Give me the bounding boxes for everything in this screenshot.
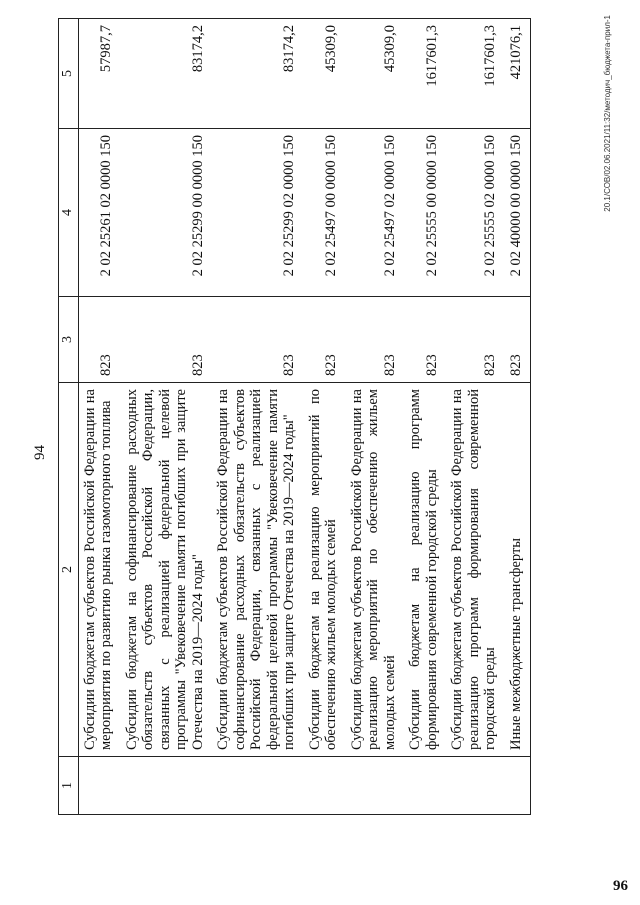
row-code: 2 02 25555 00 0000 150 [404,129,446,297]
row-code: 2 02 25299 02 0000 150 [212,129,304,297]
row-code: 2 02 25261 02 0000 150 [78,129,121,297]
row-grbs: 823 [346,297,405,383]
row-amount: 421076,1 [505,19,531,129]
footer-note: 20.1/СОВ/02.06.2021/11:32/методич_бюджета-прил-1 [603,15,612,212]
sheet-number: 96 [613,878,628,894]
row-index-cell [404,757,446,815]
row-code: 2 02 25299 00 0000 150 [121,129,213,297]
row-name: Субсидии бюджетам субъектов Российской Федерации на софинансирование расходных обязательств субъектов Российской Федерации, связанных с реализацией федеральной целевой программы "Увековечение памяти погибших при защите Отечества на 2019—2024 годы" [212,383,304,757]
row-name: Субсидии бюджетам на софинансирование расходных обязательств субъектов Российской Федерации, связанных с реализацией федеральной целевой программы "Увековечение памяти погибших при защите Отечества на 2019—2024 годы" [121,383,213,757]
row-amount: 1617601,3 [446,19,505,129]
table-row [404,19,446,815]
row-amount: 57987,7 [78,19,121,129]
row-name: Субсидии бюджетам на реализацию программ формирования современной городской среды [404,383,446,757]
header-col-3: 3 [59,297,79,383]
row-name: Субсидии бюджетам субъектов Российской Федерации на реализацию программ формирования современной городской среды [446,383,505,757]
table-row [304,19,346,815]
budget-table [58,18,531,815]
row-amount: 1617601,3 [404,19,446,129]
table-row [78,19,121,815]
row-index-cell [446,757,505,815]
page-number: 94 [32,445,48,460]
row-index-cell [121,757,213,815]
row-index-cell [346,757,405,815]
table-row [121,19,213,815]
row-name: Иные межбюджетные трансферты [505,383,531,757]
table-row [212,19,304,815]
table-header-row [59,19,79,815]
header-col-4: 4 [59,129,79,297]
row-amount: 45309,0 [346,19,405,129]
row-code: 2 02 25555 02 0000 150 [446,129,505,297]
row-index-cell [304,757,346,815]
row-index-cell [212,757,304,815]
row-amount: 83174,2 [212,19,304,129]
header-col-2: 2 [59,383,79,757]
row-name: Субсидии бюджетам на реализацию мероприятий по обеспечению жильем молодых семей [304,383,346,757]
table-row [446,19,505,815]
table-row [346,19,405,815]
row-code: 2 02 40000 00 0000 150 [505,129,531,297]
row-grbs: 823 [78,297,121,383]
row-grbs: 823 [304,297,346,383]
row-amount: 45309,0 [304,19,346,129]
row-index-cell [505,757,531,815]
header-col-1: 1 [59,757,79,815]
row-grbs: 823 [446,297,505,383]
row-code: 2 02 25497 02 0000 150 [346,129,405,297]
row-grbs: 823 [505,297,531,383]
row-amount: 83174,2 [121,19,213,129]
row-index-cell [78,757,121,815]
row-grbs: 823 [121,297,213,383]
header-col-5: 5 [59,19,79,129]
row-code: 2 02 25497 00 0000 150 [304,129,346,297]
row-grbs: 823 [212,297,304,383]
row-name: Субсидии бюджетам субъектов Российской Федерации на реализацию мероприятий по обеспечению жильем молодых семей [346,383,405,757]
table-row [505,19,531,815]
row-grbs: 823 [404,297,446,383]
row-name: Субсидии бюджетам субъектов Российской Федерации на мероприятия по развитию рынка газомоторного топлива [78,383,121,757]
